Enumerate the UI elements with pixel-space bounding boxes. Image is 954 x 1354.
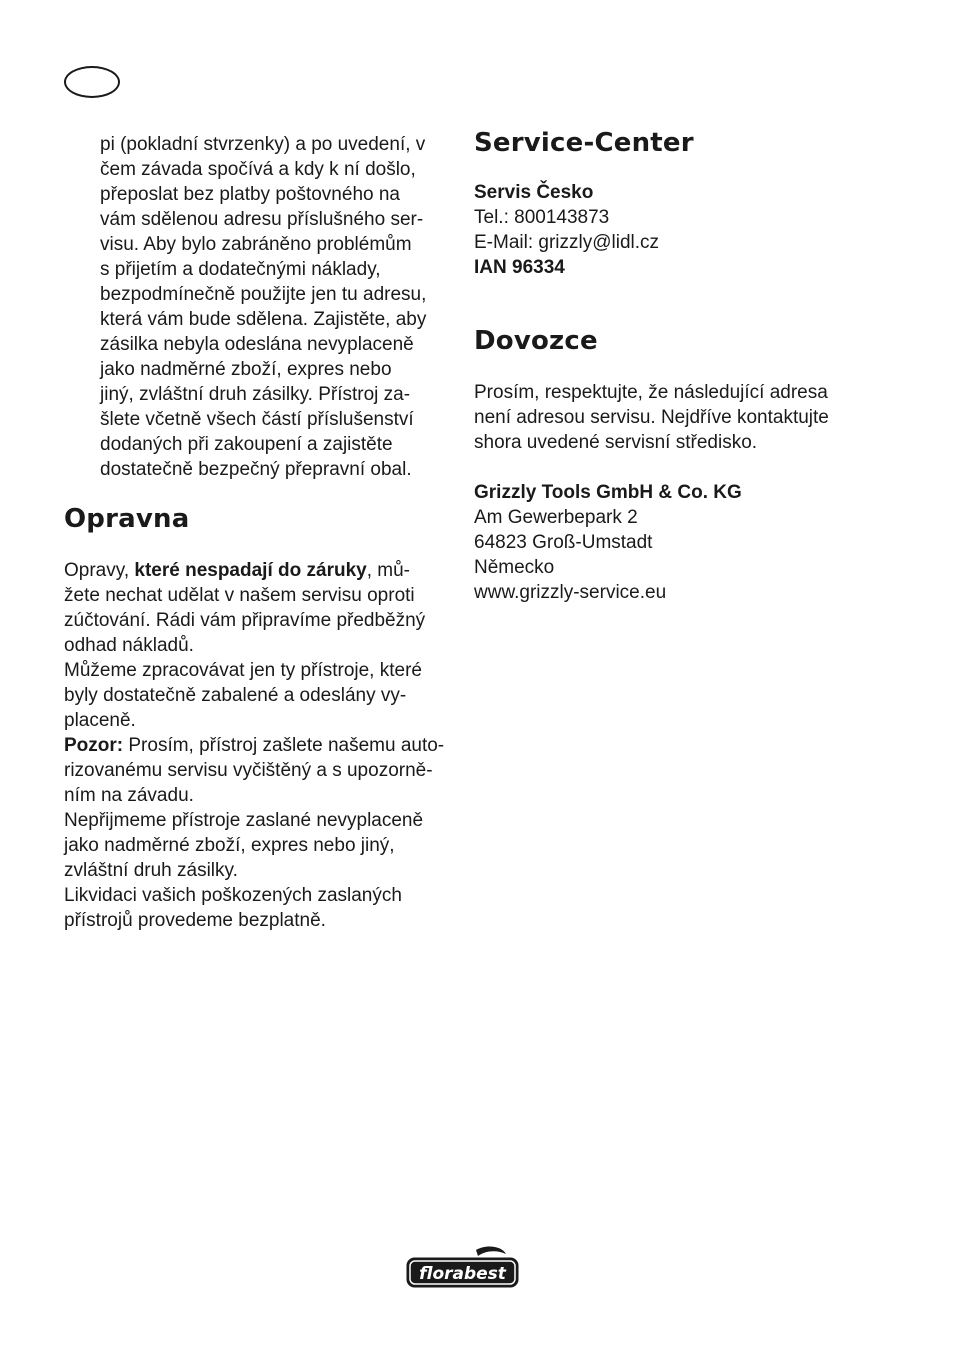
dovozce-heading: Dovozce xyxy=(474,326,598,356)
importer-website: www.grizzly-service.eu xyxy=(474,582,667,603)
importer-street: Am Gewerbepark 2 xyxy=(474,507,638,528)
servis-name: Servis Česko xyxy=(474,182,594,203)
opravna-p1-bold: které nespadají do záruky xyxy=(134,560,367,581)
service-center-heading: Service-Center xyxy=(474,128,694,158)
importer-country: Německo xyxy=(474,557,555,578)
opravna-paragraph-1 xyxy=(64,558,456,658)
opravna-heading: Opravna xyxy=(64,504,190,534)
dovozce-note: Prosím, respektujte, že následující adresa není adresou servisu. Nejdříve kontaktujte shora uvedené servisní středisko. xyxy=(474,382,829,453)
florabest-logo xyxy=(406,1246,520,1290)
importer-city: 64823 Groß-Umstadt xyxy=(474,532,653,553)
language-badge xyxy=(64,66,120,98)
opravna-paragraph-3 xyxy=(64,733,456,808)
logo-text: florabest xyxy=(419,1264,506,1284)
left-column xyxy=(64,132,456,933)
opravna-p3-post: Prosím, přístroj zašlete našemu auto- rizovanému servisu vyčištěný a s upozorně- ním na závadu. xyxy=(64,735,445,806)
servis-tel: Tel.: 800143873 xyxy=(474,207,610,228)
servis-ian: IAN 96334 xyxy=(474,257,565,278)
importer-company: Grizzly Tools GmbH & Co. KG xyxy=(474,482,742,503)
opravna-paragraph-4: Nepřijmeme přístroje zaslané nevyplaceně jako nadměrné zboží, expres nebo jiný, zvláštní druh zásilky. xyxy=(64,810,424,881)
opravna-p1-pre: Opravy, xyxy=(64,560,135,581)
opravna-paragraph-2: Můžeme zpracovávat jen ty přístroje, které byly dostatečně zabalené a odeslány vy- placeně. xyxy=(64,660,422,731)
opravna-p1-post: , mů- žete nechat udělat v našem servisu oproti zúčtování. Rádi vám připravíme předběžný odhad nákladů. xyxy=(64,560,426,656)
opravna-p3-bold: Pozor: xyxy=(64,735,124,756)
right-column xyxy=(474,128,874,605)
servis-email: E-Mail: grizzly@lidl.cz xyxy=(474,232,660,253)
warranty-intro-text: pi (pokladní stvrzenky) a po uvedení, v čem závada spočívá a kdy k ní došlo, přeposlat bez platby poštovného na vám sdělenou adresu příslušného ser- visu. Aby bylo zabráněno problémům s přijetím a dodatečnými náklady, bezpodmínečně použijte jen tu adresu, která vám bude sdělena. Zajistěte, aby zásilka nebyla odeslána nevyplaceně jako nadměrné zboží, expres nebo jiný, zvláštní druh zásilky. Přístroj za- šlete včetně všech částí příslušenství dodaných při zakoupení a zajistěte dostatečně bezpečný přepravní obal. xyxy=(100,134,427,480)
opravna-paragraph-5: Likvidaci vašich poškozených zaslaných přístrojů provedeme bezplatně. xyxy=(64,885,402,931)
